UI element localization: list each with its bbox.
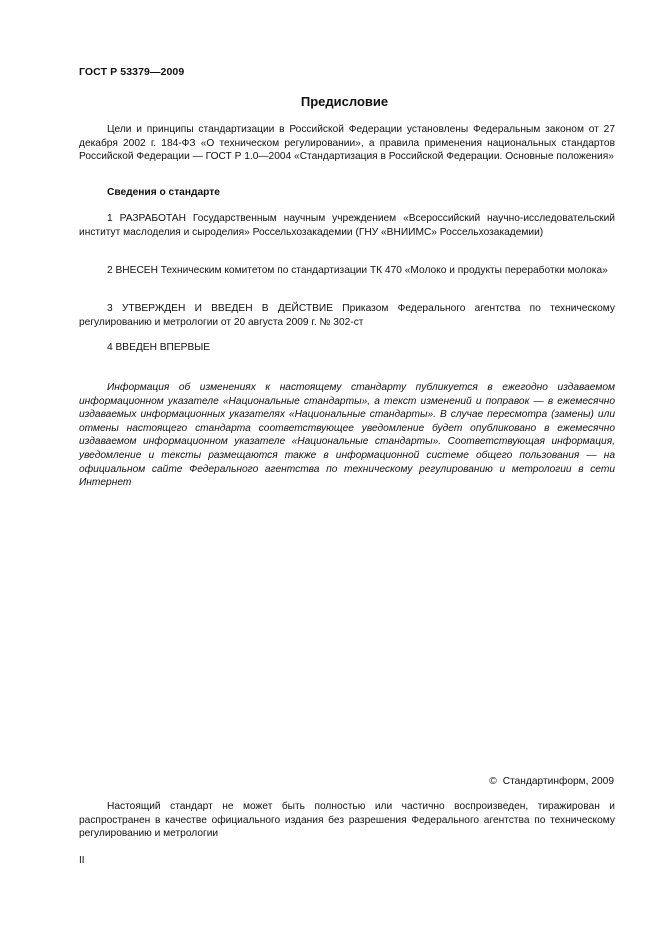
info-heading: Сведения о стандарте (107, 187, 220, 198)
page-number: II (79, 855, 85, 866)
changes-info-paragraph: Информация об изменениях к настоящему стандарту публикуется в ежегодно издаваемом информационном указателе «Национальные стандарты», а текст изменений и поправок — в ежемесячно издаваемых информационных указателях «Национальные стандарты». В случае пересмотра (замены) или отмены настоящего стандарта соответствующее уведомление будет опубликовано в ежемесячно издаваемом информационном указателе «Национальные стандарты». Соответствующая информация, уведомление и тексты размещаются также в информационной системе общего пользования — на официальном сайте Федерального агентства по техническому регулированию и метрологии в сети Интернет (79, 382, 615, 489)
reproduction-notice: Настоящий стандарт не может быть полностью или частично воспроизведен, тиражирован и распространен в качестве официального издания без разрешения Федерального агентства по техническому регулированию и метрологии (79, 801, 615, 840)
info-item-3: 3 УТВЕРЖДЕН И ВВЕДЕН В ДЕЙСТВИЕ Приказом Федерального агентства по техническому регулированию и метрологии от 20 августа 2009 г. № 302-ст (79, 303, 615, 328)
copyright (489, 776, 614, 787)
copyright-symbol: © (489, 776, 497, 787)
page-title: Предисловие (300, 94, 389, 109)
info-item-4: 4 ВВЕДЕН ВПЕРВЫЕ (107, 342, 211, 353)
info-item-2: 2 ВНЕСЕН Техническим комитетом по стандартизации ТК 470 «Молоко и продукты переработки молока» (107, 265, 608, 276)
info-item-1: 1 РАЗРАБОТАН Государственным научным учреждением «Всероссийский научно-исследовательский институт маслоделия и сыроделия» Россельхозакадемии (ГНУ «ВНИИМС» Россельхозакадемии) (79, 213, 615, 238)
standard-code: ГОСТ Р 53379—2009 (79, 66, 185, 78)
intro-paragraph: Цели и принципы стандартизации в Российской Федерации установлены Федеральным законом от 27 декабря 2002 г. 184-ФЗ «О техническом регулировании», а правила применения национальных стандартов Российской Федерации — ГОСТ Р 1.0—2004 «Стандартизация в Российской Федерации. Основные положения» (79, 124, 615, 163)
copyright-text: Стандартинформ, 2009 (502, 776, 614, 787)
